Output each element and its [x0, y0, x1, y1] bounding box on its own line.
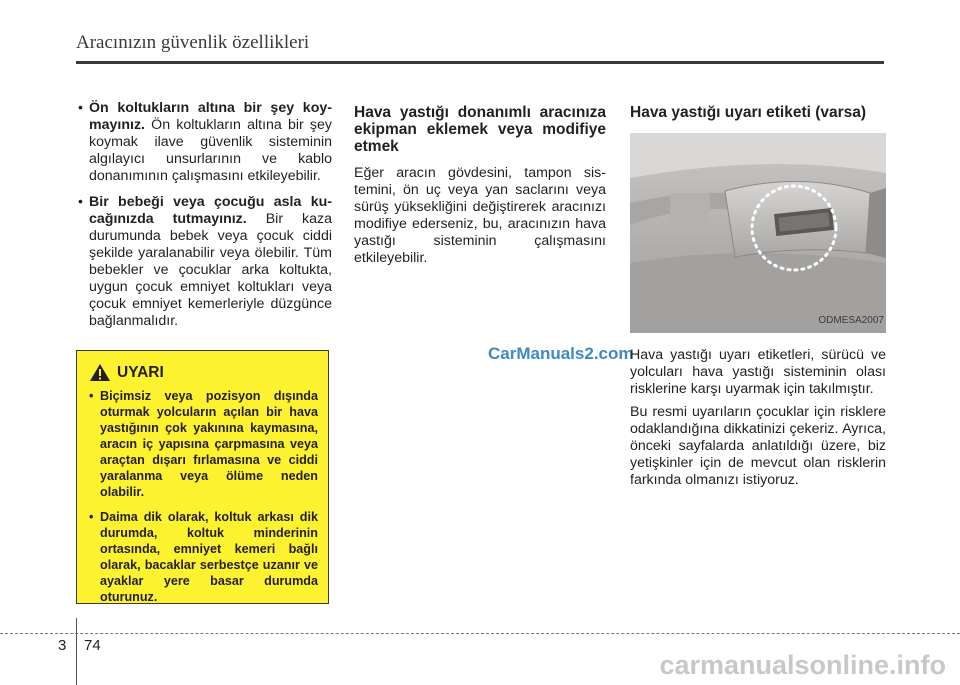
column-3 [630, 104, 886, 495]
section-heading-airbag-label: Hava yastığı uyarı etiketi (varsa) [630, 104, 867, 121]
page-number: 74 [84, 637, 101, 654]
watermark-carmanualsonline: carmanualsonline.info [659, 650, 946, 680]
bullet-item [78, 100, 332, 185]
header-rule [76, 61, 884, 64]
bullet-bold: Ön koltukların altına bir şey koymayınız. [89, 100, 332, 133]
footer-divider [76, 618, 77, 685]
warning-header [89, 363, 318, 382]
warning-title: UYARI [117, 363, 164, 381]
sun-visor-photo [630, 133, 886, 333]
airbag-label-paragraph-1: Hava yastığı uyarı etiketleri, sürücü ve yolcuları hava yastığı sisteminin olası risklerine karşı uyarmak için takılmıştır. [630, 347, 886, 397]
watermark-carmanuals2: CarManuals2.com [488, 344, 634, 363]
warning-item: • Biçimsiz veya pozisyon dışında oturmak yolcuların açılan bir hava yastığının çok yakınına kaymasına, aracın iç yapısına çarpmasına veya araçtan dışarı fırlamasına ve ciddi yaralanma veya ölüme neden olabilir. [89, 388, 318, 500]
bullet-list [78, 100, 332, 330]
column-1 [78, 100, 332, 339]
chapter-number: 3 [58, 637, 67, 654]
photo-code: ODMESA2007 [818, 315, 884, 326]
bullet-text: Ön koltukların altına bir şey koymak ilave güvenlik sisteminin algılayıcı unsurlarının ve kablo donanımının çalışmasını etkileyebilir. [89, 117, 332, 184]
warning-item: • Daima dik olarak, koltuk arkası dik durumda, koltuk minderinin ortasında, emniyet kemeri bağlı olarak, bacaklar serbestçe uzanır ve ayaklar yere basar durumda oturunuz. [89, 509, 318, 605]
warning-list [89, 388, 318, 605]
modification-paragraph: Eğer aracın gövdesini, tampon sistemini, ön uç veya yan saclarını veya sürüş yüksekliğini değiştirerek aracınızı modifiye ederseniz, bu, aracınızın hava yastığı sisteminin çalışmasını etkileyebilir. [354, 165, 606, 266]
bullet-item [78, 194, 332, 330]
bullet-bold: Bir bebeği veya çocuğu asla kucağınızda tutmayınız. [89, 194, 332, 227]
section-heading-modification: Hava yastığı donanımlı aracınıza ekipman eklemek veya modifiye etmek [354, 104, 606, 155]
bullet-text: Bir kaza durumunda bebek veya çocuk ciddi şekilde yaralanabilir veya ölebilir. Tüm bebekler ve çocuklar arka koltukta, uygun çocuk emniyet koltukları veya çocuk emniyet kemerleriyle düzgünce bağlanmalıdır. [89, 211, 332, 329]
sun-visor-illustration [630, 133, 886, 333]
page-header-title: Aracınızın güvenlik özellikleri [76, 32, 310, 53]
warning-box [76, 350, 329, 604]
airbag-label-paragraph-2: Bu resmi uyarıların çocuklar için risklere odaklandığına dikkatinizi çekeriz. Ayrıca, önceki sayfalarda anlatıldığı üzere, biz yetişkinler için de mevcut olan risklerin farkında olmanızı istiyoruz. [630, 404, 886, 488]
warning-triangle-icon [89, 363, 111, 382]
footer-dashed-line [0, 633, 960, 634]
column-2 [354, 104, 606, 273]
